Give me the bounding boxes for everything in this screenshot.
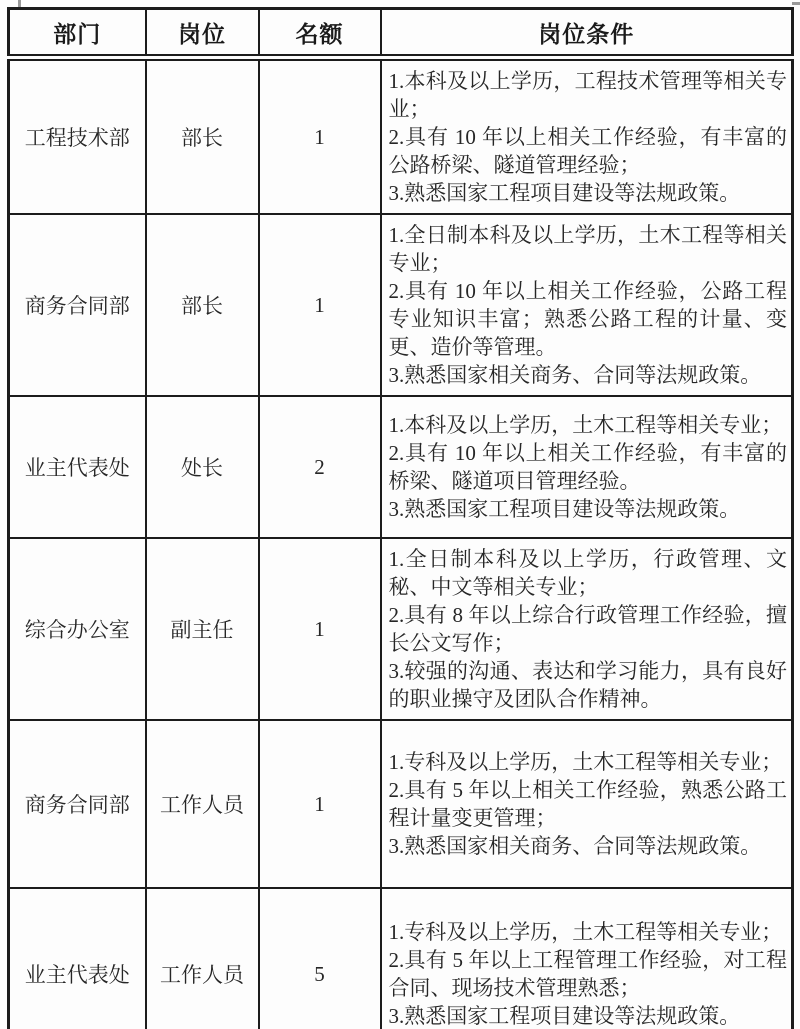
- condition-line: 3.熟悉国家工程项目建设等法规政策。: [388, 497, 741, 521]
- column-header-conditions: 岗位条件: [381, 9, 793, 58]
- position-cell: 工作人员: [146, 888, 259, 1029]
- table-header: [9, 9, 793, 58]
- condition-line: 2.具有 8 年以上综合行政管理工作经验，擅长公文写作；: [388, 603, 787, 655]
- table-row: [9, 214, 793, 396]
- table-row: [9, 888, 793, 1029]
- conditions-cell: [381, 214, 793, 396]
- department-cell: 商务合同部: [9, 720, 146, 888]
- department-cell: 商务合同部: [9, 214, 146, 396]
- department-cell: 综合办公室: [9, 538, 146, 720]
- condition-line: 1.本科及以上学历，土木工程等相关专业；: [388, 413, 783, 437]
- department-cell: 业主代表处: [9, 888, 146, 1029]
- quota-cell: 1: [259, 58, 381, 215]
- quota-cell: 1: [259, 214, 381, 396]
- department-cell: 业主代表处: [9, 396, 146, 538]
- condition-line: 1.全日制本科及以上学历，土木工程等相关专业；: [388, 223, 787, 275]
- condition-line: 3.较强的沟通、表达和学习能力，具有良好的职业操守及团队合作精神。: [388, 659, 787, 711]
- condition-line: 1.全日制本科及以上学历，行政管理、文秘、中文等相关专业；: [388, 547, 787, 599]
- position-cell: 工作人员: [146, 720, 259, 888]
- department-cell: 工程技术部: [9, 58, 146, 215]
- conditions-cell: [381, 888, 793, 1029]
- column-header-department: 部门: [9, 9, 146, 58]
- condition-line: 1.专科及以上学历，土木工程等相关专业；: [388, 920, 783, 945]
- condition-line: 3.熟悉国家相关商务、合同等法规政策。: [388, 834, 762, 858]
- condition-line: 3.熟悉国家工程项目建设等法规政策。: [388, 181, 741, 205]
- table-row: [9, 396, 793, 538]
- condition-line: 1.专科及以上学历，土木工程等相关专业；: [388, 750, 783, 774]
- condition-line: 3.熟悉国家相关商务、合同等法规政策。: [388, 363, 762, 387]
- quota-cell: 2: [259, 396, 381, 538]
- conditions-cell: [381, 720, 793, 888]
- condition-line: 2.具有 10 年以上相关工作经验，有丰富的公路桥梁、隧道管理经验；: [388, 125, 787, 177]
- column-header-quota: 名额: [259, 9, 381, 58]
- quota-cell: 5: [259, 888, 381, 1029]
- condition-line: 2.具有 10 年以上相关工作经验，有丰富的桥梁、隧道项目管理经验。: [388, 441, 787, 493]
- conditions-cell: [381, 58, 793, 215]
- conditions-cell: [381, 538, 793, 720]
- condition-line: 2.具有 5 年以上工程管理工作经验，对工程合同、现场技术管理熟悉；: [388, 948, 787, 1001]
- scan-artifact: [792, 2, 800, 5]
- position-cell: 处长: [146, 396, 259, 538]
- table-body: [9, 58, 793, 1029]
- quota-cell: 1: [259, 720, 381, 888]
- table-row: [9, 538, 793, 720]
- table-row: [9, 58, 793, 215]
- condition-line: 2.具有 5 年以上相关工作经验，熟悉公路工程计量变更管理；: [388, 778, 787, 830]
- column-header-position: 岗位: [146, 9, 259, 58]
- header-row: [9, 9, 793, 58]
- condition-line: 1.本科及以上学历，工程技术管理等相关专业；: [388, 69, 787, 121]
- quota-cell: 1: [259, 538, 381, 720]
- position-cell: 副主任: [146, 538, 259, 720]
- position-cell: 部长: [146, 214, 259, 396]
- table-row: [9, 720, 793, 888]
- job-positions-table: [7, 7, 794, 1029]
- condition-line: 2.具有 10 年以上相关工作经验，公路工程专业知识丰富；熟悉公路工程的计量、变更、造价等管理。: [388, 279, 787, 359]
- position-cell: 部长: [146, 58, 259, 215]
- conditions-cell: [381, 396, 793, 538]
- condition-line: 3.熟悉国家工程项目建设等法规政策。: [388, 1004, 741, 1029]
